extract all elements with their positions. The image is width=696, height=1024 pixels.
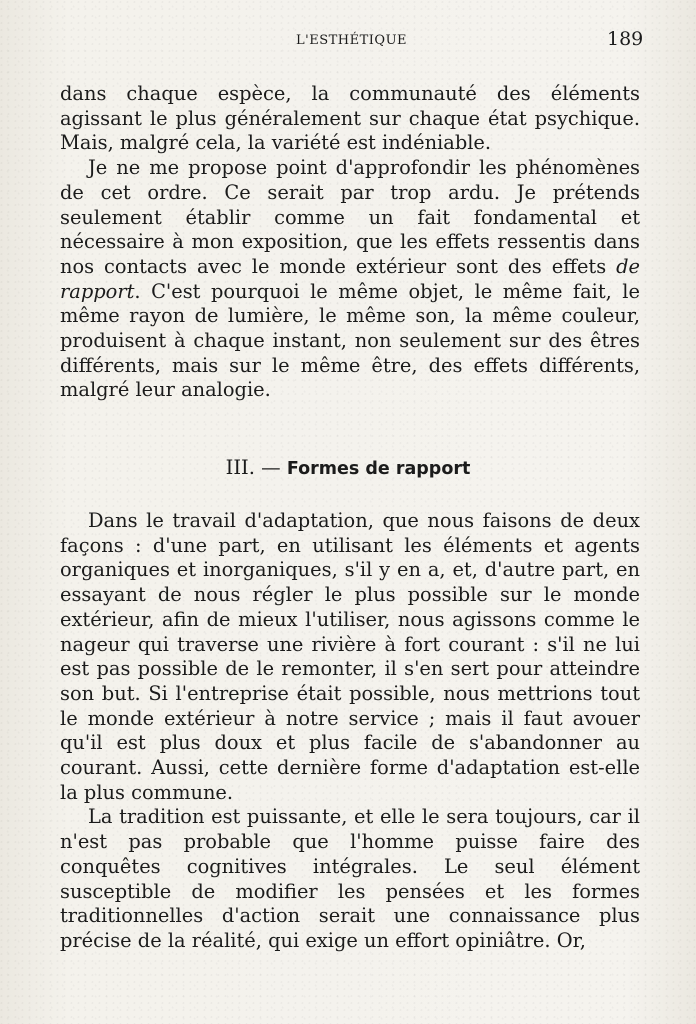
running-title: L'ESTHÉTIQUE bbox=[296, 33, 408, 48]
section-number: III. — bbox=[225, 456, 287, 479]
page-number: 189 bbox=[607, 28, 644, 50]
paragraph-text: . C'est pourquoi le même objet, le même fait, le même rayon de lumière, le même son, la même couleur, produisent à chaque instant, non seulement sur des êtres différents, mais sur le même être, des effets différents, malgré leur analogie. bbox=[60, 279, 640, 402]
text-block-top bbox=[60, 82, 640, 403]
emphasis-text: de rapport bbox=[60, 254, 640, 303]
paragraph-text: Je ne me propose point d'approfondir les phénomènes de cet ordre. Ce serait par trop ardu. Je prétends seulement établir comme un fait fondamental et nécessaire à mon exposition, que les effets ressentis dans nos contacts avec le monde extérieur sont des effets bbox=[60, 156, 640, 278]
section-title: Formes de rapport bbox=[286, 459, 471, 479]
paragraph-continued: dans chaque espèce, la communauté des éléments agissant le plus généralement sur chaque état psychique. Mais, malgré cela, la variété est indéniable. bbox=[60, 82, 640, 155]
section-heading bbox=[0, 456, 696, 479]
paragraph-adaptation: Dans le travail d'adaptation, que nous faisons de deux façons : d'une part, en utilisant les éléments et agents organiques et inorganiques, s'il y en a, et, d'autre part, en essayant de nous régler le plus possible sur le monde extérieur, afin de mieux l'utiliser, nous agissons comme le nageur qui traverse une rivière à fort courant : s'il ne lui est pas possible de le remonter, il s'en sert pour atteindre son but. Si l'entreprise était possible, nous mettrions tout le monde extérieur à notre service ; mais il faut avouer qu'il est plus doux et plus facile de s'abandonner au courant. Aussi, cette dernière forme d'adaptation est-elle la plus commune. bbox=[60, 509, 640, 804]
running-header bbox=[0, 28, 696, 54]
paragraph-tradition: La tradition est puissante, et elle le sera toujours, car il n'est pas probable que l'homme puisse faire des conquêtes cognitives intégrales. Le seul élément susceptible de modifier les pensées et les formes traditionnelles d'action serait une connaissance plus précise de la réalité, qui exige un effort opiniâtre. Or, bbox=[60, 805, 640, 952]
paragraph-rapport bbox=[60, 156, 640, 403]
text-block-bottom bbox=[60, 509, 640, 954]
